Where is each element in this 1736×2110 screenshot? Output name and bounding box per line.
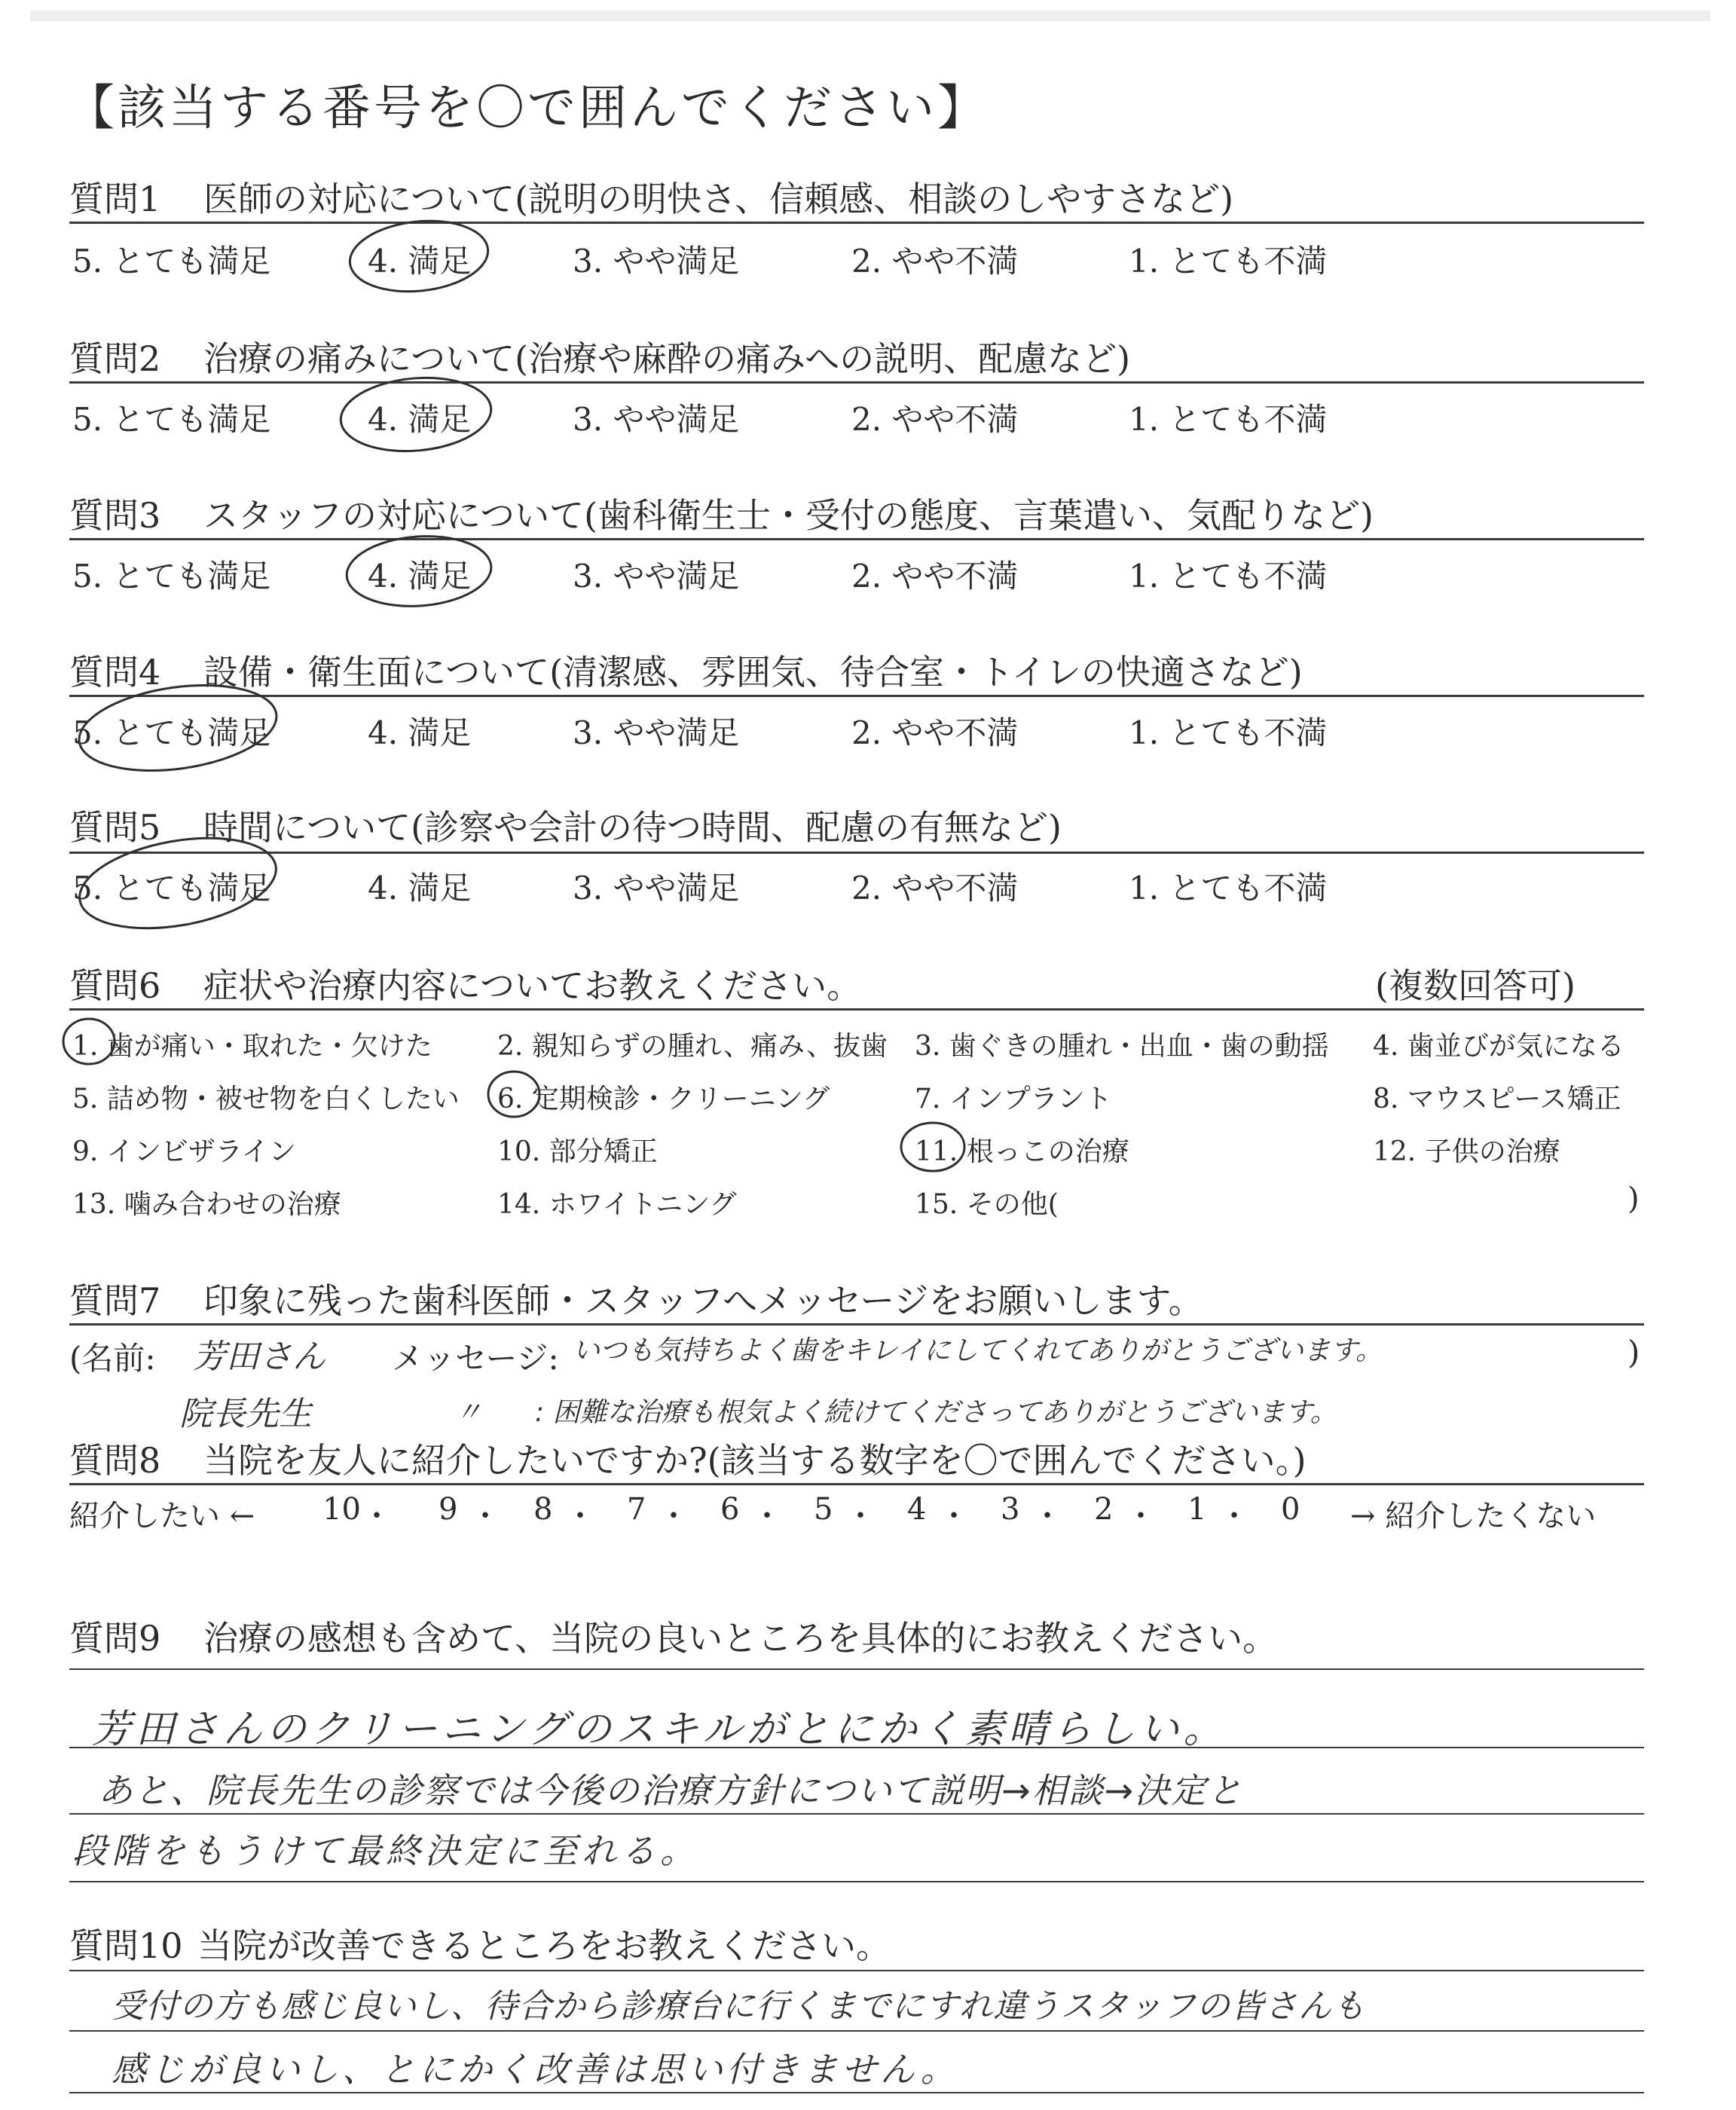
- divider: [69, 1323, 1644, 1326]
- multiple-answers-note: (複数回答可): [1375, 965, 1576, 1006]
- question-text: 治療の痛みについて(治療や麻酔の痛みへの説明、配慮など): [203, 338, 1131, 379]
- question-number: 質問1: [69, 179, 161, 219]
- q6-item-11[interactable]: 11. 根っこの治療: [915, 1136, 1129, 1167]
- option-4[interactable]: 4. 満足: [368, 870, 472, 907]
- option-3[interactable]: 3. やや満足: [573, 243, 740, 280]
- option-2[interactable]: 2. やや不満: [851, 558, 1019, 595]
- divider: [69, 852, 1644, 854]
- q6-item-8[interactable]: 8. マウスピース矯正: [1373, 1084, 1621, 1115]
- option-3[interactable]: 3. やや満足: [573, 401, 740, 438]
- question-number: 質問7: [69, 1280, 161, 1321]
- answer-line: [69, 1813, 1644, 1815]
- answer-line: [69, 2030, 1644, 2032]
- q6-item-2[interactable]: 2. 親知らずの腫れ、痛み、抜歯: [497, 1031, 888, 1062]
- q6-item-4[interactable]: 4. 歯並びが気になる: [1373, 1031, 1624, 1062]
- scale-left-label: 紹介したい ←: [69, 1499, 255, 1534]
- answer-line: [69, 2092, 1644, 2093]
- q6-item-10[interactable]: 10. 部分矯正: [497, 1136, 658, 1167]
- option-2[interactable]: 2. やや不満: [851, 243, 1019, 280]
- option-5[interactable]: 5. とても満足: [72, 714, 271, 751]
- question-text: 設備・衛生面について(清潔感、雰囲気、待合室・トイレの快適さなど): [203, 652, 1303, 693]
- question-text: 治療の感想も含めて、当院の良いところを具体的にお教えください。: [203, 1618, 1278, 1659]
- question-text: 症状や治療内容についてお教えください。: [203, 965, 862, 1006]
- question-10: [69, 1919, 1644, 1964]
- option-1[interactable]: 1. とても不満: [1129, 558, 1328, 595]
- question-3: [69, 488, 1644, 534]
- answer-line: [69, 1970, 1644, 1971]
- question-text: スタッフの対応について(歯科衛生士・受付の態度、言葉遣い、気配りなど): [203, 495, 1374, 536]
- scale-dot: ・: [939, 1499, 969, 1534]
- question-4: [69, 645, 1644, 693]
- question-number: 質問9: [69, 1618, 161, 1659]
- scan-edge: [30, 11, 1710, 21]
- question-text: 印象に残った歯科医師・スタッフへメッセージをお願いします。: [203, 1280, 1203, 1321]
- option-3[interactable]: 3. やや満足: [573, 714, 740, 751]
- question-number: 質問5: [69, 807, 161, 848]
- scale-dot: ・: [1032, 1499, 1062, 1534]
- handwritten-name-1[interactable]: 芳田さん: [193, 1338, 326, 1376]
- scale-dot: ・: [752, 1499, 782, 1534]
- question-text: 医師の対応について(説明の明快さ、信頼感、相談のしやすさなど): [203, 179, 1234, 219]
- question-number: 質問8: [69, 1440, 161, 1481]
- option-4[interactable]: 4. 満足: [368, 401, 472, 438]
- q6-item-9[interactable]: 9. インビザライン: [72, 1136, 296, 1167]
- scale-9[interactable]: 9: [439, 1492, 458, 1527]
- handwritten-name-2[interactable]: 院長先生: [179, 1395, 312, 1433]
- question-number: 質問10: [69, 1925, 183, 1966]
- option-1[interactable]: 1. とても不満: [1129, 243, 1328, 280]
- scale-0[interactable]: 0: [1281, 1492, 1300, 1527]
- divider: [69, 1008, 1644, 1011]
- question-1: [69, 172, 1644, 217]
- divider: [69, 222, 1644, 224]
- handwritten-message-1[interactable]: いつも気持ちよく歯をキレイにしてくれてありがとうございます。: [573, 1335, 1383, 1366]
- q6-item-14[interactable]: 14. ホワイトニング: [497, 1189, 737, 1220]
- scale-1[interactable]: 1: [1187, 1492, 1207, 1527]
- q10-answer-line-1[interactable]: 受付の方も感じ良いし、待合から診療台に行くまでにすれ違うスタッフの皆さんも: [112, 1987, 1366, 2026]
- other-close-paren: ): [1628, 1182, 1640, 1216]
- question-number: 質問6: [69, 965, 161, 1006]
- option-1[interactable]: 1. とても不満: [1129, 870, 1328, 907]
- q9-answer-line-3[interactable]: 段階をもうけて最終決定に至れる。: [72, 1830, 699, 1871]
- option-4[interactable]: 4. 満足: [368, 243, 472, 280]
- q6-item-15[interactable]: 15. その他(: [915, 1189, 1059, 1220]
- message-label: メッセージ:: [392, 1340, 559, 1377]
- name-label: (名前:: [69, 1340, 156, 1377]
- scale-dot: ・: [362, 1499, 392, 1534]
- q6-item-7[interactable]: 7. インプラント: [915, 1084, 1112, 1115]
- q9-answer-line-2[interactable]: あと、院長先生の診察では今後の治療方針について説明→相談→決定と: [98, 1770, 1244, 1811]
- option-2[interactable]: 2. やや不満: [851, 870, 1019, 907]
- question-text: 当院を友人に紹介したいですか?(該当する数字を〇で囲んでください。): [203, 1440, 1307, 1481]
- scale-5[interactable]: 5: [814, 1492, 833, 1527]
- page-title: 【該当する番号を〇で囲んでください】: [66, 81, 989, 136]
- q6-item-3[interactable]: 3. 歯ぐきの腫れ・出血・歯の動揺: [915, 1031, 1329, 1062]
- option-2[interactable]: 2. やや不満: [851, 401, 1019, 438]
- scale-dot: ・: [845, 1499, 876, 1534]
- divider: [69, 381, 1644, 384]
- scale-dot: ・: [565, 1499, 595, 1534]
- option-4[interactable]: 4. 満足: [368, 714, 472, 751]
- scale-3[interactable]: 3: [1001, 1492, 1020, 1527]
- option-3[interactable]: 3. やや満足: [573, 870, 740, 907]
- scale-2[interactable]: 2: [1094, 1492, 1114, 1527]
- scale-10[interactable]: 10: [322, 1492, 361, 1527]
- question-text: 当院が改善できるところをお教えください。: [197, 1925, 891, 1966]
- q6-item-5[interactable]: 5. 詰め物・被せ物を白くしたい: [72, 1084, 460, 1115]
- answer-line: [69, 1881, 1644, 1882]
- option-5[interactable]: 5. とても満足: [72, 401, 271, 438]
- close-paren: ): [1628, 1334, 1640, 1371]
- q6-item-6[interactable]: 6. 定期検診・クリーニング: [497, 1084, 830, 1115]
- scale-7[interactable]: 7: [627, 1492, 646, 1527]
- question-9: [69, 1611, 1644, 1659]
- divider: [69, 695, 1644, 697]
- handwritten-message-2[interactable]: : 困難な治療も根気よく続けてくださってありがとうございます。: [535, 1397, 1337, 1428]
- question-7: [69, 1274, 1644, 1319]
- q10-answer-line-2[interactable]: 感じが良いし、とにかく改善は思い付きません。: [112, 2049, 959, 2090]
- q6-item-12[interactable]: 12. 子供の治療: [1373, 1136, 1560, 1167]
- scale-6[interactable]: 6: [720, 1492, 740, 1527]
- option-4[interactable]: 4. 満足: [368, 558, 472, 595]
- option-5[interactable]: 5. とても満足: [72, 243, 271, 280]
- scale-dot: ・: [470, 1499, 500, 1534]
- option-1[interactable]: 1. とても不満: [1129, 714, 1328, 751]
- option-2[interactable]: 2. やや不満: [851, 714, 1019, 751]
- q6-item-13[interactable]: 13. 噛み合わせの治療: [72, 1189, 341, 1220]
- question-8: [69, 1433, 1644, 1479]
- recommend-scale: [69, 1492, 1644, 1534]
- scale-dot: ・: [1126, 1499, 1156, 1534]
- scale-dot: ・: [1219, 1499, 1249, 1534]
- question-number: 質問3: [69, 495, 161, 536]
- answer-line: [69, 1668, 1644, 1670]
- question-2: [69, 332, 1644, 377]
- option-3[interactable]: 3. やや満足: [573, 558, 740, 595]
- handwritten-ditto[interactable]: 〃: [455, 1397, 483, 1428]
- scale-dot: ・: [659, 1499, 689, 1534]
- question-text: 時間について(診察や会計の待つ時間、配慮の有無など): [203, 807, 1062, 848]
- question-number: 質問4: [69, 652, 161, 693]
- divider: [69, 538, 1644, 540]
- question-5: [69, 800, 1644, 846]
- option-1[interactable]: 1. とても不満: [1129, 401, 1328, 438]
- scale-right-label: → 紹介したくない: [1350, 1499, 1597, 1534]
- scale-4[interactable]: 4: [907, 1492, 927, 1527]
- scale-8[interactable]: 8: [533, 1492, 553, 1527]
- divider: [69, 1483, 1644, 1485]
- question-number: 質問2: [69, 338, 161, 379]
- q9-answer-line-1[interactable]: 芳田さんのクリーニングのスキルがとにかく素晴らしい。: [92, 1707, 1227, 1752]
- q6-item-1[interactable]: 1. 歯が痛い・取れた・欠けた: [72, 1031, 432, 1062]
- option-5[interactable]: 5. とても満足: [72, 558, 271, 595]
- option-5[interactable]: 5. とても満足: [72, 870, 271, 907]
